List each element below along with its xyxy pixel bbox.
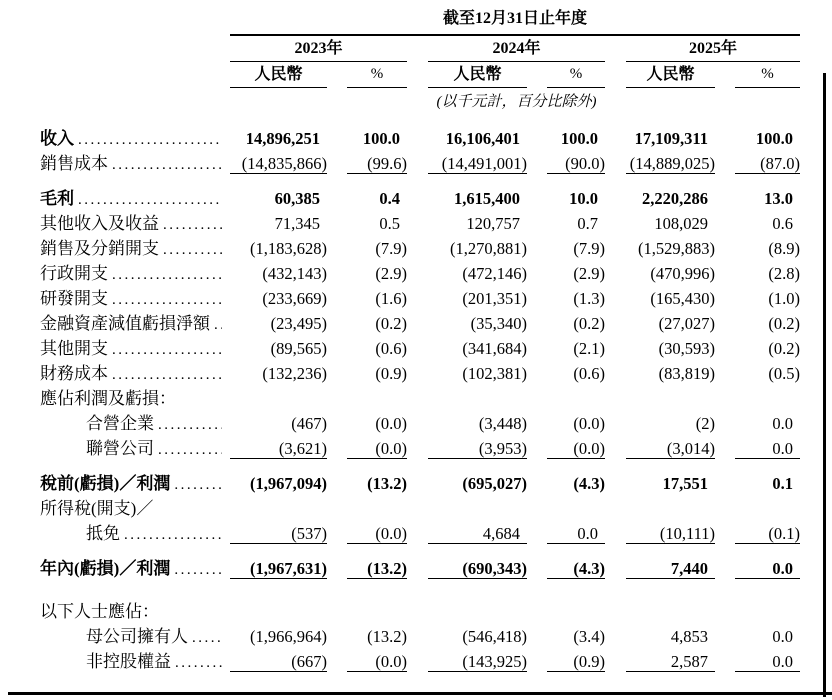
amount-value: (165,430)	[650, 289, 715, 308]
amount-value: (3,621)	[230, 436, 327, 461]
percent-value: (7.9)	[573, 239, 605, 258]
row-label: 銷售及分銷開支 .....	[0, 236, 230, 261]
row-label: 以下人士應佔：	[40, 602, 159, 621]
percent-value: (0.0)	[327, 521, 407, 546]
year-header-2024: 2024年	[428, 36, 605, 62]
row-label: 毛利 .....	[0, 186, 230, 211]
row-label: 研發開支 .....	[0, 286, 230, 311]
percent-value	[327, 386, 407, 411]
percent-value: (4.3)	[573, 474, 605, 493]
amount-value: (132,236)	[262, 364, 327, 383]
amount-value: (537)	[230, 521, 327, 546]
percent-value: (3.4)	[573, 627, 605, 646]
percent-value: 0.0	[527, 521, 605, 546]
column-rule	[547, 87, 605, 88]
subtotal-rule	[230, 671, 327, 672]
currency-header-label: 人民幣	[646, 66, 695, 83]
dot-leader	[124, 523, 222, 546]
subtotal-rule	[347, 578, 407, 579]
dot-leader	[174, 558, 222, 581]
dot-leader	[174, 473, 222, 496]
percent-value: (0.9)	[527, 649, 605, 674]
subtotal-rule	[735, 458, 800, 459]
amount-value: 120,757	[466, 214, 520, 233]
page-bottom-border	[8, 692, 832, 695]
amount-value: (690,343)	[428, 556, 527, 581]
amount-value: (1,966,964)	[250, 627, 327, 646]
subtotal-rule	[428, 671, 527, 672]
percent-value: (0.0)	[573, 414, 605, 433]
percent-value: 100.0	[560, 129, 598, 148]
table-row	[0, 496, 800, 521]
percent-value: 0.0	[715, 649, 800, 674]
amount-value: (14,889,025)	[626, 151, 715, 176]
percent-value: (1.6)	[375, 289, 407, 308]
subtotal-rule	[626, 671, 715, 672]
dot-leader	[214, 313, 222, 336]
row-label: 銷售成本 .....	[0, 151, 230, 176]
subtotal-rule	[735, 173, 800, 174]
units-note: (以千元計，百分比除外)	[436, 93, 597, 110]
row-label: 其他收入及收益 .....	[0, 211, 230, 236]
subtotal-rule	[230, 578, 327, 579]
amount-value: (472,146)	[462, 264, 527, 283]
dot-leader	[158, 413, 222, 436]
percent-value	[327, 599, 407, 624]
percent-value: (0.1)	[715, 521, 800, 546]
row-label: 收入 .....	[0, 126, 230, 151]
subtotal-rule	[230, 458, 327, 459]
amount-value: (667)	[230, 649, 327, 674]
amount-value: (89,565)	[270, 339, 327, 358]
table-row	[0, 521, 800, 546]
percent-value: (2.9)	[375, 264, 407, 283]
dot-leader	[112, 363, 222, 386]
row-label: 母公司擁有人 .....	[0, 624, 230, 649]
amount-value: (467)	[291, 414, 327, 433]
subtotal-rule	[626, 543, 715, 544]
row-label: 合營企業 .....	[0, 411, 230, 436]
dot-leader	[163, 238, 222, 261]
percent-header	[527, 62, 605, 88]
percent-value	[715, 599, 800, 624]
table-row	[0, 311, 800, 336]
subtotal-rule	[735, 543, 800, 544]
row-label: 抵免 .....	[0, 521, 230, 546]
amount-value: (23,495)	[270, 314, 327, 333]
column-rule	[626, 87, 715, 88]
amount-value: 7,440	[626, 556, 715, 581]
amount-value	[626, 386, 715, 411]
percent-value: 0.0	[772, 414, 793, 433]
percent-value: (2.8)	[768, 264, 800, 283]
amount-value: (201,351)	[462, 289, 527, 308]
subtotal-rule	[347, 543, 407, 544]
percent-header-label: %	[761, 66, 774, 82]
row-label: 所得稅(開支)／	[40, 499, 154, 518]
dot-leader	[78, 188, 222, 211]
column-rule	[230, 87, 327, 88]
table-row	[0, 211, 800, 236]
dot-leader	[163, 213, 222, 236]
table-row	[0, 386, 800, 411]
table-row	[0, 624, 800, 649]
amount-value: (1,270,881)	[450, 239, 527, 258]
amount-value: 1,615,400	[454, 189, 520, 208]
percent-value: (2.9)	[573, 264, 605, 283]
percent-header-label: %	[569, 66, 583, 82]
year-header-2025: 2025年	[626, 36, 800, 62]
amount-value	[626, 496, 715, 521]
row-label: 稅前(虧損)／利潤 .....	[0, 471, 230, 496]
percent-value: (0.2)	[573, 314, 605, 333]
table-row	[0, 361, 800, 386]
column-rule	[735, 87, 800, 88]
amount-value: 2,587	[626, 649, 715, 674]
amount-value: 108,029	[654, 214, 708, 233]
amount-value: (1,967,631)	[230, 556, 327, 581]
amount-value: (14,491,001)	[428, 151, 527, 176]
dot-leader	[112, 338, 222, 361]
table-row	[0, 436, 800, 461]
column-rule	[428, 87, 527, 88]
table-row	[0, 126, 800, 151]
percent-value: (4.3)	[527, 556, 605, 581]
table-row	[0, 236, 800, 261]
amount-value: (3,014)	[626, 436, 715, 461]
row-label: 財務成本 .....	[0, 361, 230, 386]
percent-value: (0.5)	[768, 364, 800, 383]
amount-value: (1,529,883)	[638, 239, 715, 258]
subtotal-rule	[735, 671, 800, 672]
subtotal-rule	[428, 173, 527, 174]
percent-value: 0.0	[772, 627, 793, 646]
amount-value: (14,835,866)	[230, 151, 327, 176]
amount-value	[230, 599, 327, 624]
dot-leader	[78, 128, 222, 151]
percent-value: (0.0)	[527, 436, 605, 461]
subtotal-rule	[347, 173, 407, 174]
dot-leader	[175, 651, 222, 674]
dot-leader	[112, 153, 222, 176]
currency-header	[626, 62, 715, 88]
amount-value: 71,345	[274, 214, 320, 233]
currency-header-label: 人民幣	[254, 66, 303, 83]
amount-value: (1,967,094)	[250, 474, 327, 493]
percent-value: (0.6)	[573, 364, 605, 383]
percent-value: (13.2)	[327, 556, 407, 581]
percent-value	[527, 386, 605, 411]
amount-value: (3,953)	[428, 436, 527, 461]
percent-header	[715, 62, 800, 88]
percent-value: 0.5	[379, 214, 400, 233]
subtotal-rule	[626, 578, 715, 579]
amount-value: 2,220,286	[642, 189, 708, 208]
amount-value: (102,381)	[462, 364, 527, 383]
amount-value: 17,551	[662, 474, 708, 493]
row-label: 金融資產減值虧損淨額 .....	[0, 311, 230, 336]
percent-value: (1.0)	[768, 289, 800, 308]
percent-value: (0.6)	[375, 339, 407, 358]
percent-value: 0.0	[715, 556, 800, 581]
table-header	[0, 6, 800, 112]
table-row	[0, 186, 800, 211]
dot-leader	[112, 263, 222, 286]
table-row	[0, 261, 800, 286]
amount-value: (2)	[695, 414, 715, 433]
dot-leader	[112, 288, 222, 311]
percent-header	[327, 62, 407, 88]
percent-header-label: %	[370, 66, 384, 82]
percent-value: (87.0)	[715, 151, 800, 176]
percent-value: (0.9)	[375, 364, 407, 383]
subtotal-rule	[428, 458, 527, 459]
subtotal-rule	[428, 578, 527, 579]
percent-value: (0.0)	[375, 414, 407, 433]
currency-header	[428, 62, 527, 88]
amount-value: (341,684)	[462, 339, 527, 358]
amount-value: (470,996)	[650, 264, 715, 283]
amount-value	[428, 496, 527, 521]
percent-value: (7.9)	[375, 239, 407, 258]
column-rule	[347, 87, 407, 88]
row-label: 應佔利潤及虧損：	[40, 389, 176, 408]
subtotal-rule	[428, 543, 527, 544]
year-header-2023: 2023年	[230, 36, 407, 62]
subtotal-rule	[547, 458, 605, 459]
amount-value	[428, 386, 527, 411]
percent-value: (0.2)	[768, 314, 800, 333]
row-label: 非控股權益 .....	[0, 649, 230, 674]
subtotal-rule	[547, 173, 605, 174]
percent-value	[715, 386, 800, 411]
row-label: 行政開支 .....	[0, 261, 230, 286]
subtotal-rule	[547, 671, 605, 672]
table-row	[0, 151, 800, 176]
table-row	[0, 649, 800, 674]
amount-value: 17,109,311	[634, 129, 708, 148]
percent-value: (99.6)	[327, 151, 407, 176]
period-header: 截至12月31日止年度	[230, 6, 800, 36]
amount-value: (143,925)	[428, 649, 527, 674]
subtotal-rule	[230, 173, 327, 174]
amount-value: (35,340)	[470, 314, 527, 333]
percent-value: (2.1)	[573, 339, 605, 358]
amount-value	[428, 599, 527, 624]
percent-value: 13.0	[764, 189, 793, 208]
table-row	[0, 411, 800, 436]
amount-value: (3,448)	[478, 414, 527, 433]
dot-leader	[192, 626, 222, 649]
percent-value: (0.0)	[327, 649, 407, 674]
amount-value	[230, 496, 327, 521]
subtotal-rule	[230, 543, 327, 544]
percent-value: 0.0	[715, 436, 800, 461]
table-body	[0, 126, 800, 684]
percent-value: (0.0)	[327, 436, 407, 461]
amount-value: 60,385	[274, 189, 320, 208]
amount-value: (233,669)	[262, 289, 327, 308]
table-row	[0, 599, 800, 624]
subtotal-rule	[626, 458, 715, 459]
subtotal-rule	[347, 671, 407, 672]
percent-value: (1.3)	[573, 289, 605, 308]
table-row	[0, 336, 800, 361]
percent-value: (13.2)	[367, 627, 407, 646]
percent-value: 100.0	[755, 129, 793, 148]
percent-value: 0.4	[379, 189, 400, 208]
amount-value	[626, 599, 715, 624]
percent-value: (0.2)	[768, 339, 800, 358]
amount-value: (546,418)	[462, 627, 527, 646]
amount-value: (1,183,628)	[250, 239, 327, 258]
dot-leader	[158, 438, 222, 461]
amount-value	[230, 386, 327, 411]
row-label: 聯營公司 .....	[0, 436, 230, 461]
subtotal-rule	[735, 578, 800, 579]
currency-header	[230, 62, 327, 88]
percent-value: 0.6	[772, 214, 793, 233]
amount-value: (83,819)	[658, 364, 715, 383]
percent-value: (13.2)	[367, 474, 407, 493]
table-row	[0, 286, 800, 311]
percent-value	[527, 496, 605, 521]
amount-value: 14,896,251	[245, 129, 320, 148]
subtotal-rule	[547, 578, 605, 579]
percent-value: 0.1	[772, 474, 793, 493]
percent-value: 10.0	[569, 189, 598, 208]
row-label: 其他開支 .....	[0, 336, 230, 361]
row-label: 年內(虧損)／利潤 .....	[0, 556, 230, 581]
amount-value: 4,853	[670, 627, 708, 646]
percent-value: (0.2)	[375, 314, 407, 333]
amount-value: (432,143)	[262, 264, 327, 283]
percent-value	[527, 599, 605, 624]
percent-value	[715, 496, 800, 521]
amount-value: (27,027)	[658, 314, 715, 333]
percent-value	[327, 496, 407, 521]
amount-value: (695,027)	[462, 474, 527, 493]
table-row	[0, 556, 800, 581]
subtotal-rule	[626, 173, 715, 174]
percent-value: (8.9)	[768, 239, 800, 258]
percent-value: (90.0)	[527, 151, 605, 176]
currency-header-label: 人民幣	[453, 66, 502, 83]
subtotal-rule	[347, 458, 407, 459]
subtotal-rule	[547, 543, 605, 544]
percent-value: 0.7	[577, 214, 598, 233]
amount-value: 16,106,401	[445, 129, 520, 148]
amount-value: (30,593)	[658, 339, 715, 358]
amount-value: (10,111)	[626, 521, 715, 546]
table-row	[0, 471, 800, 496]
amount-value: 4,684	[428, 521, 527, 546]
page-right-border	[823, 73, 826, 697]
percent-value: 100.0	[362, 129, 400, 148]
